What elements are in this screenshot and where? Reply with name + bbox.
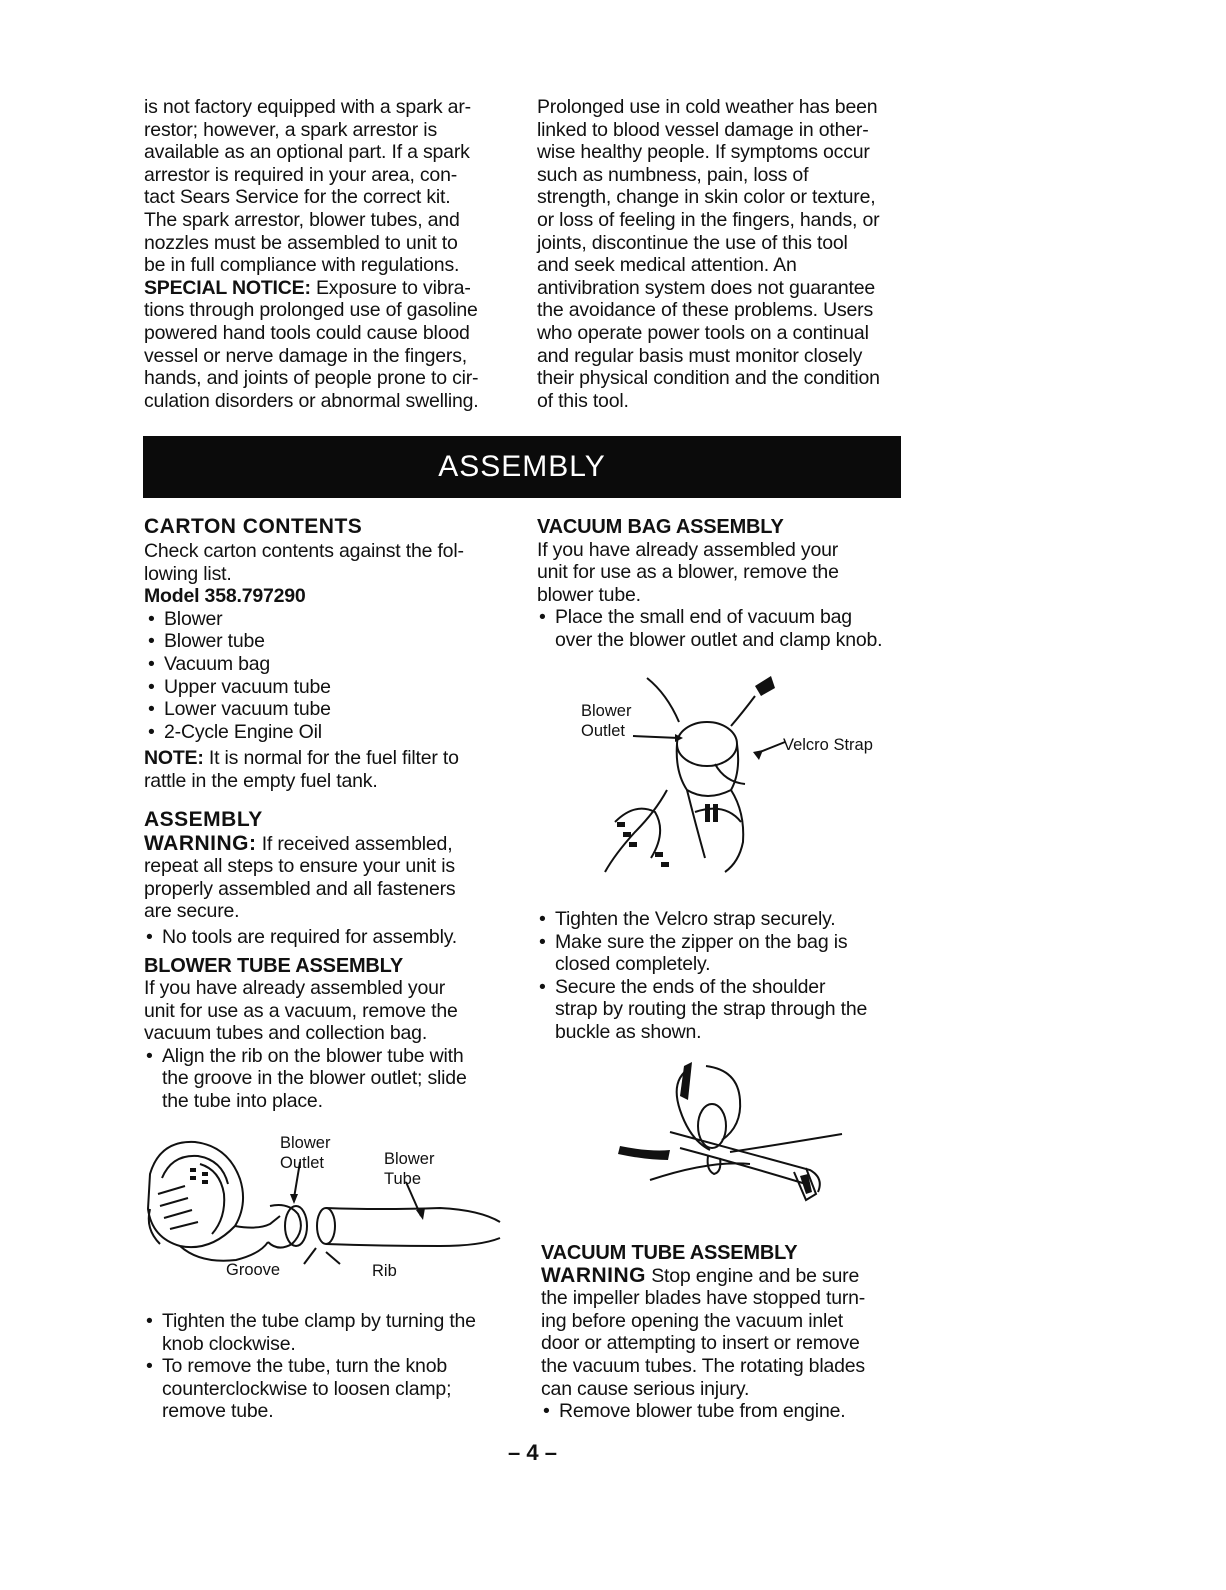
warning-label: WARNING: bbox=[144, 831, 257, 855]
top-right-column bbox=[537, 96, 912, 412]
text-line: culation disorders or abnormal swelling. bbox=[144, 389, 479, 412]
text-line: strap by routing the strap through the bbox=[555, 998, 868, 1021]
page-number: – 4 – bbox=[508, 1440, 557, 1465]
text-line: wise healthy people. If symptoms occur bbox=[537, 141, 870, 164]
text-line: vessel or nerve damage in the fingers, bbox=[144, 344, 467, 367]
vacuum-bag-figure bbox=[575, 672, 895, 882]
text-line: of this tool. bbox=[537, 389, 629, 412]
blower-outlet-label-1: Blower bbox=[280, 1134, 331, 1152]
text-line: blower tube. bbox=[537, 583, 641, 606]
text-line: If you have already assembled your bbox=[144, 977, 446, 1000]
shoulder-strap-illustration bbox=[610, 1060, 850, 1210]
right-column bbox=[537, 516, 912, 652]
list-item: • Vacuum bag bbox=[146, 653, 516, 676]
list-item bbox=[144, 1310, 516, 1355]
text-line: who operate power tools on a continual bbox=[537, 321, 869, 344]
list-item: • 2-Cycle Engine Oil bbox=[146, 721, 516, 744]
vacuum-bag-bullets bbox=[537, 606, 912, 651]
shoulder-strap-figure bbox=[610, 1060, 850, 1210]
text-line: unit for use as a blower, remove the bbox=[537, 561, 839, 584]
text-line: vacuum tubes and collection bag. bbox=[144, 1022, 428, 1045]
groove-label: Groove bbox=[226, 1261, 281, 1279]
text-line: antivibration system does not guarantee bbox=[537, 276, 875, 299]
list-item: • Lower vacuum tube bbox=[146, 698, 516, 721]
right-column-bottom bbox=[541, 1242, 916, 1423]
text-line: Check carton contents against the fol- bbox=[144, 540, 464, 562]
text-line: nozzles must be assembled to unit to bbox=[144, 231, 458, 254]
text-line: Secure the ends of the shoulder bbox=[555, 975, 826, 998]
list-item: • Blower bbox=[146, 608, 516, 631]
text-line: It is normal for the fuel filter to bbox=[208, 747, 459, 770]
text-line: repeat all steps to ensure your unit is bbox=[144, 855, 455, 878]
text-line: or loss of feeling in the fingers, hands, or bbox=[537, 208, 880, 231]
text-line: be in full compliance with regulations. bbox=[144, 254, 460, 277]
list-item bbox=[537, 606, 912, 651]
carton-list bbox=[144, 608, 516, 744]
special-notice bbox=[144, 277, 516, 300]
text-line: unit for use as a vacuum, remove the bbox=[144, 999, 458, 1022]
vacuum-bag-heading: VACUUM BAG ASSEMBLY bbox=[537, 516, 784, 538]
blower-tube-after-bullets bbox=[144, 1310, 516, 1423]
note bbox=[144, 747, 516, 770]
text-line: and seek medical attention. An bbox=[537, 254, 797, 277]
text-line: ing before opening the vacuum inlet bbox=[541, 1309, 843, 1332]
list-item: • No tools are required for assembly. bbox=[144, 926, 516, 949]
list-item bbox=[537, 976, 912, 1044]
carton-contents-heading: CARTON CONTENTS bbox=[144, 515, 363, 538]
text-line: the groove in the blower outlet; slide bbox=[162, 1067, 467, 1090]
text-line: closed completely. bbox=[555, 953, 711, 976]
text-line: can cause serious injury. bbox=[541, 1377, 750, 1400]
text-line: knob clockwise. bbox=[162, 1332, 296, 1355]
text-line: restor; however, a spark arrestor is bbox=[144, 118, 437, 141]
blower-tube-heading: BLOWER TUBE ASSEMBLY bbox=[144, 954, 403, 977]
assembly-warning bbox=[144, 833, 516, 856]
text-line: such as numbness, pain, loss of bbox=[537, 163, 809, 186]
text-line: joints, discontinue the use of this tool bbox=[537, 231, 848, 254]
vacuum-tube-bullets bbox=[541, 1400, 916, 1423]
blower-outlet-label-2: Outlet bbox=[280, 1154, 325, 1172]
left-column-bottom bbox=[144, 1310, 516, 1423]
text-line: the tube into place. bbox=[162, 1090, 323, 1113]
assembly-heading: ASSEMBLY bbox=[144, 807, 263, 831]
assembly-banner: ASSEMBLY bbox=[143, 436, 901, 498]
text-line: the vacuum tubes. The rotating blades bbox=[541, 1354, 865, 1377]
vacuum-tube-heading: VACUUM TUBE ASSEMBLY bbox=[541, 1242, 798, 1264]
text-line: their physical condition and the condition bbox=[537, 367, 880, 390]
text-line: Align the rib on the blower tube with bbox=[162, 1044, 464, 1067]
special-notice-label: SPECIAL NOTICE: bbox=[144, 276, 311, 299]
text-line: are secure. bbox=[144, 900, 240, 923]
blower-tube-label-2: Tube bbox=[384, 1170, 421, 1188]
blower-tube-label-1: Blower bbox=[384, 1150, 435, 1168]
text-line: door or attempting to insert or remove bbox=[541, 1332, 860, 1355]
list-item bbox=[144, 1355, 516, 1423]
list-item bbox=[537, 931, 912, 976]
text-line: the impeller blades have stopped turn- bbox=[541, 1287, 866, 1310]
outlet-label: Outlet bbox=[581, 722, 626, 740]
text-line: Stop engine and be sure bbox=[651, 1264, 860, 1287]
text-line: remove tube. bbox=[162, 1400, 274, 1423]
blower-tube-illustration bbox=[140, 1134, 510, 1292]
text-line: powered hand tools could cause blood bbox=[144, 321, 470, 344]
text-line: Make sure the zipper on the bag is bbox=[555, 930, 848, 953]
text-line: To remove the tube, turn the knob bbox=[162, 1355, 447, 1378]
text-line: lowing list. bbox=[144, 562, 232, 585]
text-line: tact Sears Service for the correct kit. bbox=[144, 186, 451, 209]
text-line: Place the small end of vacuum bag bbox=[555, 606, 852, 629]
text-line: available as an optional part. If a spark bbox=[144, 141, 470, 164]
text-line: linked to blood vessel damage in other- bbox=[537, 118, 869, 141]
text-line: the avoidance of these problems. Users bbox=[537, 299, 874, 322]
text-line: If you have already assembled your bbox=[537, 538, 839, 561]
rib-label: Rib bbox=[372, 1262, 397, 1280]
text-line: If received assembled, bbox=[261, 832, 453, 855]
text-line: properly assembled and all fasteners bbox=[144, 877, 456, 900]
list-item: • Blower tube bbox=[146, 630, 516, 653]
right-column-middle bbox=[537, 908, 912, 1044]
text-line: arrestor is required in your area, con- bbox=[144, 163, 458, 186]
model-number: Model 358.797290 bbox=[144, 585, 306, 608]
blower-tube-bullets bbox=[144, 1045, 516, 1113]
text-line: hands, and joints of people prone to cir- bbox=[144, 367, 479, 390]
vacuum-tube-warning bbox=[541, 1265, 916, 1288]
text-line: is not factory equipped with a spark ar- bbox=[144, 96, 471, 118]
text-line: counterclockwise to loosen clamp; bbox=[162, 1377, 452, 1400]
vacuum-bag-after-bullets bbox=[537, 908, 912, 1044]
text-line: Exposure to vibra- bbox=[315, 276, 471, 299]
text-line: The spark arrestor, blower tubes, and bbox=[144, 208, 460, 231]
list-item bbox=[144, 1045, 516, 1113]
assembly-bullets bbox=[144, 926, 516, 949]
blower-tube-figure bbox=[140, 1134, 510, 1292]
warning-label: WARNING bbox=[541, 1263, 646, 1287]
list-item: • Upper vacuum tube bbox=[146, 676, 516, 699]
velcro-strap-label: Velcro Strap bbox=[783, 736, 873, 754]
list-item: • Tighten the Velcro strap securely. bbox=[537, 908, 912, 931]
blower-label: Blower bbox=[581, 702, 632, 720]
text-line: tions through prolonged use of gasoline bbox=[144, 299, 478, 322]
text-line: over the blower outlet and clamp knob. bbox=[555, 628, 883, 651]
text-line: buckle as shown. bbox=[555, 1020, 702, 1043]
top-left-column bbox=[144, 96, 516, 412]
text-line: and regular basis must monitor closely bbox=[537, 344, 863, 367]
text-line: rattle in the empty fuel tank. bbox=[144, 769, 378, 792]
text-line: Prolonged use in cold weather has been bbox=[537, 96, 878, 118]
text-line: strength, change in skin color or texture, bbox=[537, 186, 876, 209]
text-line: Tighten the tube clamp by turning the bbox=[162, 1310, 476, 1332]
left-column bbox=[144, 514, 516, 1113]
note-label: NOTE: bbox=[144, 747, 204, 770]
list-item: • Remove blower tube from engine. bbox=[541, 1400, 916, 1423]
